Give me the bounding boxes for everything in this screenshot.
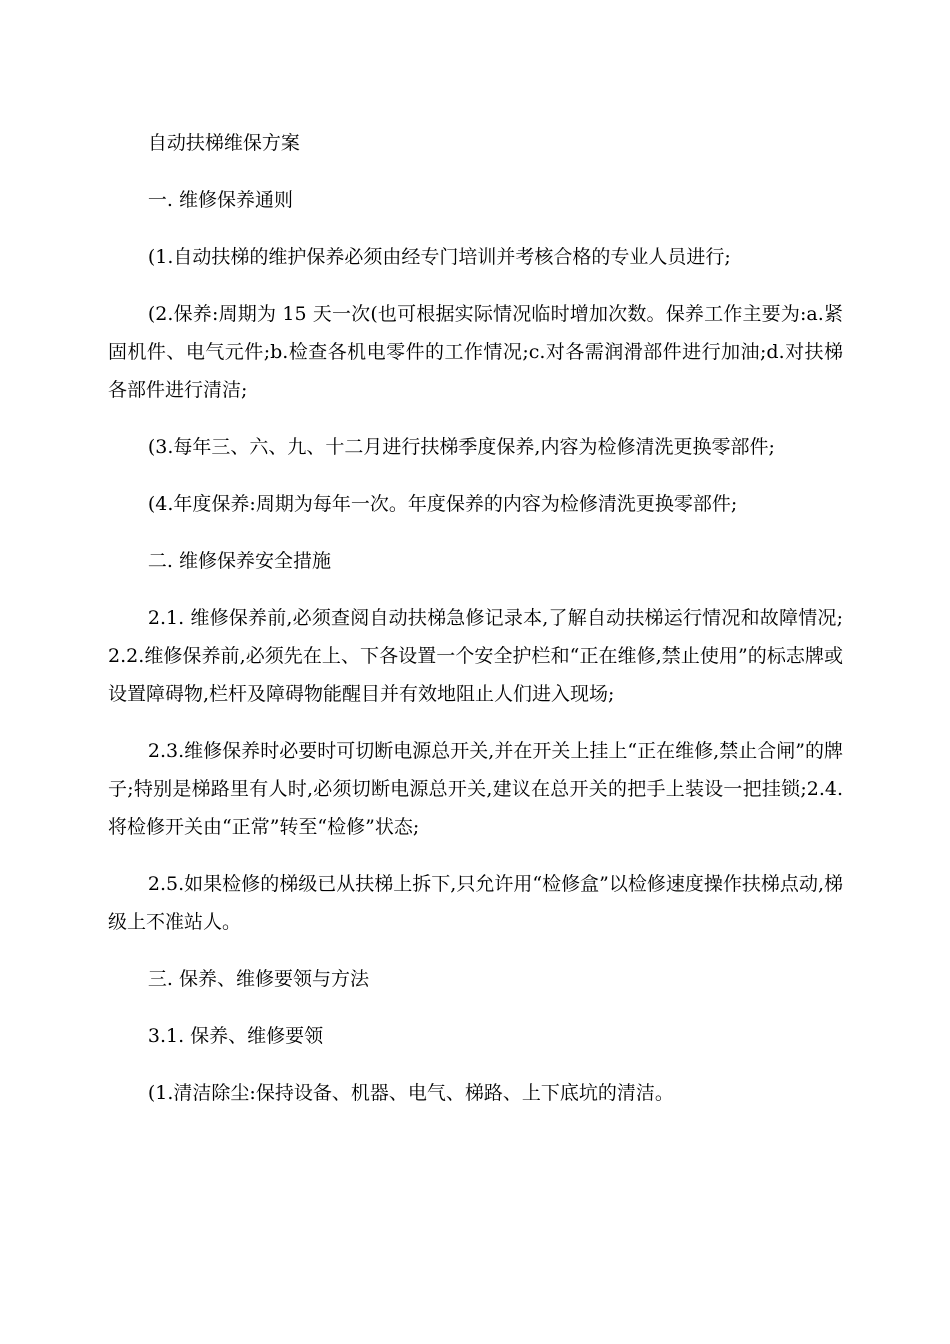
paragraph-2-1: 2.1. 维修保养前,必须查阅自动扶梯急修记录本,了解自动扶梯运行情况和故障情况;2.2.维修保养前,必须先在上、下各设置一个安全护栏和“正在维修,禁止使用”的标志牌或设置障碍物,栏杆及障碍物能醒目并有效地阻止人们进入现场; (108, 607, 843, 705)
paragraph-1-2: (2.保养:周期为 15 天一次(也可根据实际情况临时增加次数。保养工作主要为:a.紧固机件、电气元件;b.检查各机电零件的工作情况;c.对各需润滑部件进行加油;d.对扶梯各部件进行清洁; (108, 303, 843, 401)
paragraph-2-5: 2.5.如果检修的梯级已从扶梯上拆下,只允许用“检修盒”以检修速度操作扶梯点动,梯级上不准站人。 (108, 873, 843, 933)
paragraph-3-1-1: (1.清洁除尘:保持设备、机器、电气、梯路、上下底坑的清洁。 (147, 1082, 674, 1104)
paragraph-1-1: (1.自动扶梯的维护保养必须由经专门培训并考核合格的专业人员进行; (147, 246, 731, 268)
document-body (108, 124, 843, 1112)
section-heading-3: 三. 保养、维修要领与方法 (147, 968, 369, 990)
paragraph-1-3: (3.每年三、六、九、十二月进行扶梯季度保养,内容为检修清洗更换零部件; (147, 436, 775, 458)
paragraph-2-3: 2.3.维修保养时必要时可切断电源总开关,并在开关上挂上“正在维修,禁止合闸”的牌子;特别是梯路里有人时,必须切断电源总开关,建议在总开关的把手上装设一把挂锁;2.4.将检修开关由“正常”转至“检修”状态; (108, 740, 843, 838)
section-heading-1: 一. 维修保养通则 (147, 189, 293, 211)
document-title: 自动扶梯维保方案 (147, 132, 300, 154)
subsection-heading-3-1: 3.1. 保养、维修要领 (147, 1025, 324, 1047)
paragraph-1-4: (4.年度保养:周期为每年一次。年度保养的内容为检修清洗更换零部件; (147, 493, 738, 515)
section-heading-2: 二. 维修保养安全措施 (147, 550, 331, 572)
